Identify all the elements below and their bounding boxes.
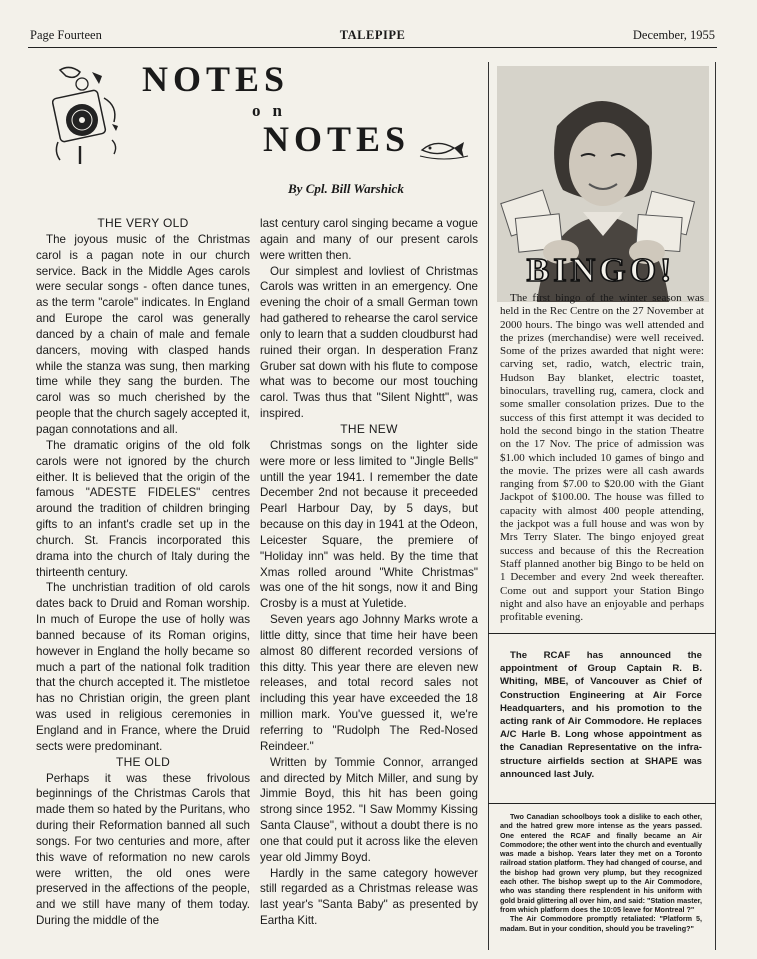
article-paragraph: The joyous music of the Christmas carol is a pagan note in our church service. Back in the Middle Ages carols were secular songs - often dance tunes, as the term "carole" indicates. In England and Europe the carol was generally danced by a chain of male and female dancers, moving with clasped hands while the stanza was sung, then marking time while they sang the burden. The carol was so much cherished by the people that the church sagely accepted it, pagan connotations and all. bbox=[36, 232, 250, 436]
page-header bbox=[30, 28, 715, 44]
article-paragraph: Seven years ago Johnny Marks wrote a little ditty, since that time heir have been almost 80 different recorded versions of this ditty. This year there are eleven new releases, and total record sales not including this year have exceeded the 18 million mark. You've guessed it, we're referring to "Rudolph The Red-Nosed Reindeer." bbox=[260, 613, 478, 753]
header-rule bbox=[28, 47, 717, 48]
rcaf-paragraph: The RCAF has announced the appointment of Group Captain R. B. Whiting, MBE, of Vancouver as Chief of Construction Engineering at Air Force Headquarters, and his promotion to the acting rank of Air Commodore. He replaces A/C Harle B. Long whose appointment as the Canadian Representative on the infra-structure airfields section at SHAPE was announced last July. bbox=[500, 650, 702, 780]
article-paragraph: Christmas songs on the lighter side were more or less limited to "Jingle Bells" untill the year 1941. I remember the date December 2nd not because it preceeded Pearl Harbour Day, by 5 days, but because on this day in 1941 at the Odeon, Leicester Square, the premiere of "Holiday inn" was held. By the time that Xmas rolled around "White Christmas" was one of the hit songs, now it and Bing Crosby is a must at Yuletide. bbox=[260, 438, 478, 611]
bingo-paragraph: The first bingo of the winter season was held in the Rec Centre on the 27 November at 2000 hours. The bingo was well attended and the prizes (merchandise) were well received. Some of the prizes awarded that night were: carving set, radio, watch, electric train, Hudson Bay blanket, electric toastet, binoculars, travelling rug, camera, clock and some smaller consolation prizes. Due to the success of this first attempt it was decided to hold the second bingo in the station Theatre on the 17 Nov. The price of admission was $1.00 which included 10 games of bingo and the movie. The prizes were all cash awards ranging from $7.00 to $20.00 with the Giant Jackpot of $100.00. The house was filled to capacity with almost 400 people attending, the jackpot was a full house and was won by Mrs Terry Slater. The bingo enjoyed great success and because of this the Recreation Staff planned another big Bingo to be held on 1 December and every 2nd week thereafter. Come out and support your Station Bingo night and also have an enjoyable and perhaps profitable evening. bbox=[500, 292, 704, 624]
record-player-illustration bbox=[52, 62, 132, 172]
rcaf-announcement bbox=[500, 649, 702, 781]
article-byline: By Cpl. Bill Warshick bbox=[288, 181, 404, 196]
page-number: Page Fourteen bbox=[30, 28, 102, 42]
section-divider bbox=[488, 803, 716, 804]
section-divider bbox=[488, 633, 716, 634]
fish-doodle-icon bbox=[418, 136, 470, 162]
article-paragraph: last century carol singing became a vogue again and many of our present carols were written then. bbox=[260, 217, 478, 262]
article-paragraph: Written by Tommie Connor, arranged and directed by Mitch Miller, and sung by Jimmie Boyd, this hit has been going strong since 1952. "I Saw Mommy Kissing Santa Clause", without a doubt there is no one that could put it across like the eleven year old Jimmy Boyd. bbox=[260, 755, 478, 864]
publication-name: TALEPIPE bbox=[339, 28, 406, 42]
issue-date: December, 1955 bbox=[632, 28, 715, 42]
bingo-headline: BINGO! bbox=[526, 252, 676, 289]
section-heading: THE VERY OLD bbox=[97, 216, 189, 230]
bingo-article bbox=[500, 292, 704, 624]
article-paragraph: The dramatic origins of the old folk carols were not ignored by the church either. It is believed that the origin of the famous "ADESTE FIDELES" centres around the tradition of children bringing gifts to an infant's cradle set up in the church. St. Francis incorporated this drama into the church of Italy during the thirteenth century. bbox=[36, 438, 250, 579]
article-paragraph: Perhaps it was these frivolous beginnings of the Christmas Carols that made them so hated by the Puritans, who during their Reformation banned all such songs. For two centuries and more, after this wave of reformation no new carols were written, the old ones were preserved in the affections of the people, and we still have many of them today. During the middle of the bbox=[36, 771, 250, 928]
article-paragraph: Our simplest and lovliest of Christmas Carols was written in an emergency. One evening the choir of a small German town had gathered to rehearse the carol service only to learn that a sudden cloudburst had ruined their organ. In desperation Franz Gruber sat down with his flute to compose what was to become our most touching carol. Twas thus that "Silent Nightt", was inspired. bbox=[260, 264, 478, 421]
anecdote-paragraph-1: Two Canadian schoolboys took a dislike to each other, and the hatred grew more intense as the years passed. One entered the RCAF and finally became an Air Commodore; the other went into the church and eventually was made a bishop. Years later they met on a Toronto railroad station platform. They had changed of course, and the bishop had grown very plump, but they recognized each other. The bishop swept up to the Air Commodore, who was standing there resplendent in his uniform with gold braid glittering all over him, and said: "Station master, from which platform does the 10:05 leave for Montreal ?" bbox=[500, 812, 702, 914]
article-paragraph: Hardly in the same category however still regarded as a Christmas release was last year's "Santa Baby" as presented by Eartha Kitt. bbox=[260, 866, 478, 928]
title-notes-second: NOTES bbox=[263, 119, 411, 159]
section-heading: THE OLD bbox=[115, 754, 171, 769]
anecdote-paragraph-2: The Air Commodore promptly retaliated: "Platform 5, madam. But in your condition, should you be traveling?" bbox=[500, 914, 702, 933]
title-on: on bbox=[252, 101, 294, 120]
title-notes: NOTES bbox=[142, 59, 290, 99]
article-column-2 bbox=[260, 216, 478, 929]
article-paragraph: The unchristian tradition of old carols dates back to Druid and Roman worship. In much of Europe the use of holly was banned because of its Roman origins, however in England the holly became so much a part of the national folk tradition that the church accepted it. The mistletoe has no Christian origin, the green plant was used in religious ceremonies in England and in France, where the Druid sects were predominant. bbox=[36, 581, 250, 753]
schoolboys-anecdote bbox=[500, 812, 702, 933]
article-column-1 bbox=[36, 216, 250, 929]
section-heading: THE NEW bbox=[340, 421, 398, 436]
